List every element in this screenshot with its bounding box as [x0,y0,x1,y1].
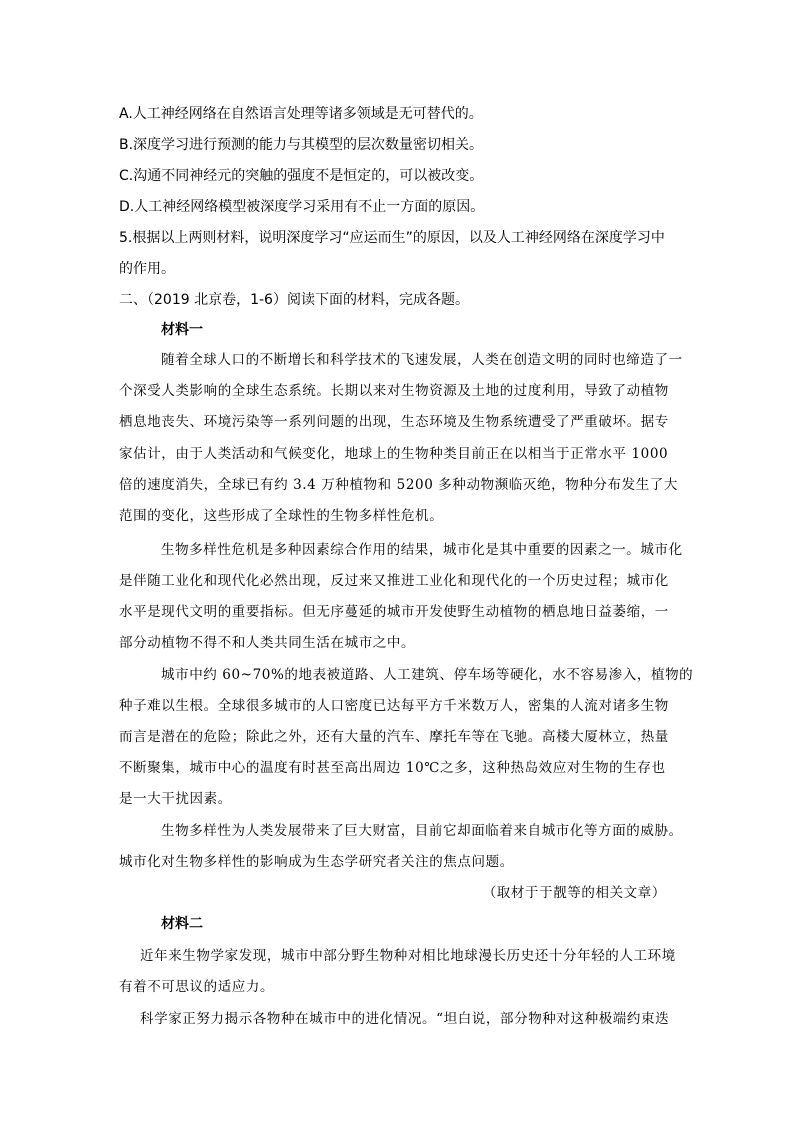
question-5-line-2: 的作用。 [119,261,175,277]
material-one-p2-line-2: 是伴随工业化和现代化必然出现，反过来又推进工业化和现代化的一个历史过程；城市化 [119,573,669,589]
material-one-p1-line-1: 随着全球人口的不断增长和科学技术的飞速发展，人类在创造文明的同时也缔造了一 [161,352,683,368]
choice-d: D.人工神经网络模型被深度学习采用有不止一方面的原因。 [119,199,485,215]
material-one-source: （取材于于靓等的相关文章） [482,885,666,901]
material-one-p2-line-3: 水平是现代文明的重要指标。但无序蔓延的城市开发使野生动植物的栖息地日益萎缩，一 [119,604,669,620]
choice-a: A.人工神经网络在自然语言处理等诸多领域是无可替代的。 [119,106,483,122]
material-one-p4-line-1: 生物多样性为人类发展带来了巨大财富，目前它却面临着来自城市化等方面的威胁。 [161,823,683,839]
material-two-p2-line-1: 科学家正努力揭示各物种在城市中的进化情况。“坦白说，部分物种对这种极端约束迭 [140,1011,670,1027]
material-two-heading: 材料二 [161,916,203,932]
material-one-p3-line-5: 是一大干扰因素。 [119,791,232,807]
material-one-p1-line-3: 栖息地丧失、环境污染等一系列问题的出现，生态环境及生物系统遭受了严重破坏。据专 [119,414,669,430]
choice-c: C.沟通不同神经元的突触的强度不是恒定的，可以被改变。 [119,168,484,184]
material-one-p3-line-2: 种子难以生根。全球很多城市的人口密度已达每平方千米数万人，密集的人流对诸多生物 [119,698,669,714]
material-one-p3-line-4: 不断聚集，城市中心的温度有时甚至高出周边 10℃之多，这种热岛效应对生物的生存也 [119,760,666,776]
material-one-p1-line-4: 家估计，由于人类活动和气候变化，地球上的生物种类目前正在以相当于正常水平 1000 [119,446,669,462]
material-one-p4-line-2: 城市化对生物多样性的影响成为生态学研究者关注的焦点问题。 [119,854,514,870]
material-one-p3-line-3: 而言是潜在的危险；除此之外，还有大量的汽车、摩托车等在飞驰。高楼大厦林立，热量 [119,729,669,745]
material-one-p1-line-6: 范围的变化，这些形成了全球性的生物多样性危机。 [119,508,444,524]
section-two-heading: 二、（2019 北京卷，1-6）阅读下面的材料，完成各题。 [119,292,469,308]
material-one-p1-line-5: 倍的速度消失，全球已有约 3.4 万种植物和 5200 多种动物濒临灭绝，物种分布发生了大 [119,477,678,493]
material-one-p1-line-2: 个深受人类影响的全球生态系统。长期以来对生物资源及土地的过度利用，导致了动植物 [119,383,669,399]
material-two-p1-line-1: 近年来生物学家发现，城市中部分野生物种对相比地球漫长历史还十分年轻的人工环境 [140,948,676,964]
material-one-p3-line-1: 城市中约 60~70%的地表被道路、人工建筑、停车场等硬化，水不容易渗入，植物的 [161,667,694,683]
material-one-heading: 材料一 [161,322,203,338]
material-one-p2-line-4: 部分动植物不得不和人类共同生活在城市之中。 [119,635,416,651]
material-two-p1-line-2: 有着不可思议的适应力。 [119,979,275,995]
question-5-line-1: 5.根据以上两则材料，说明深度学习“应运而生”的原因，以及人工神经网络在深度学习中 [119,230,665,246]
material-one-p2-line-1: 生物多样性危机是多种因素综合作用的结果，城市化是其中重要的因素之一。城市化 [161,542,683,558]
choice-b: B.深度学习进行预测的能力与其模型的层次数量密切相关。 [119,137,484,153]
